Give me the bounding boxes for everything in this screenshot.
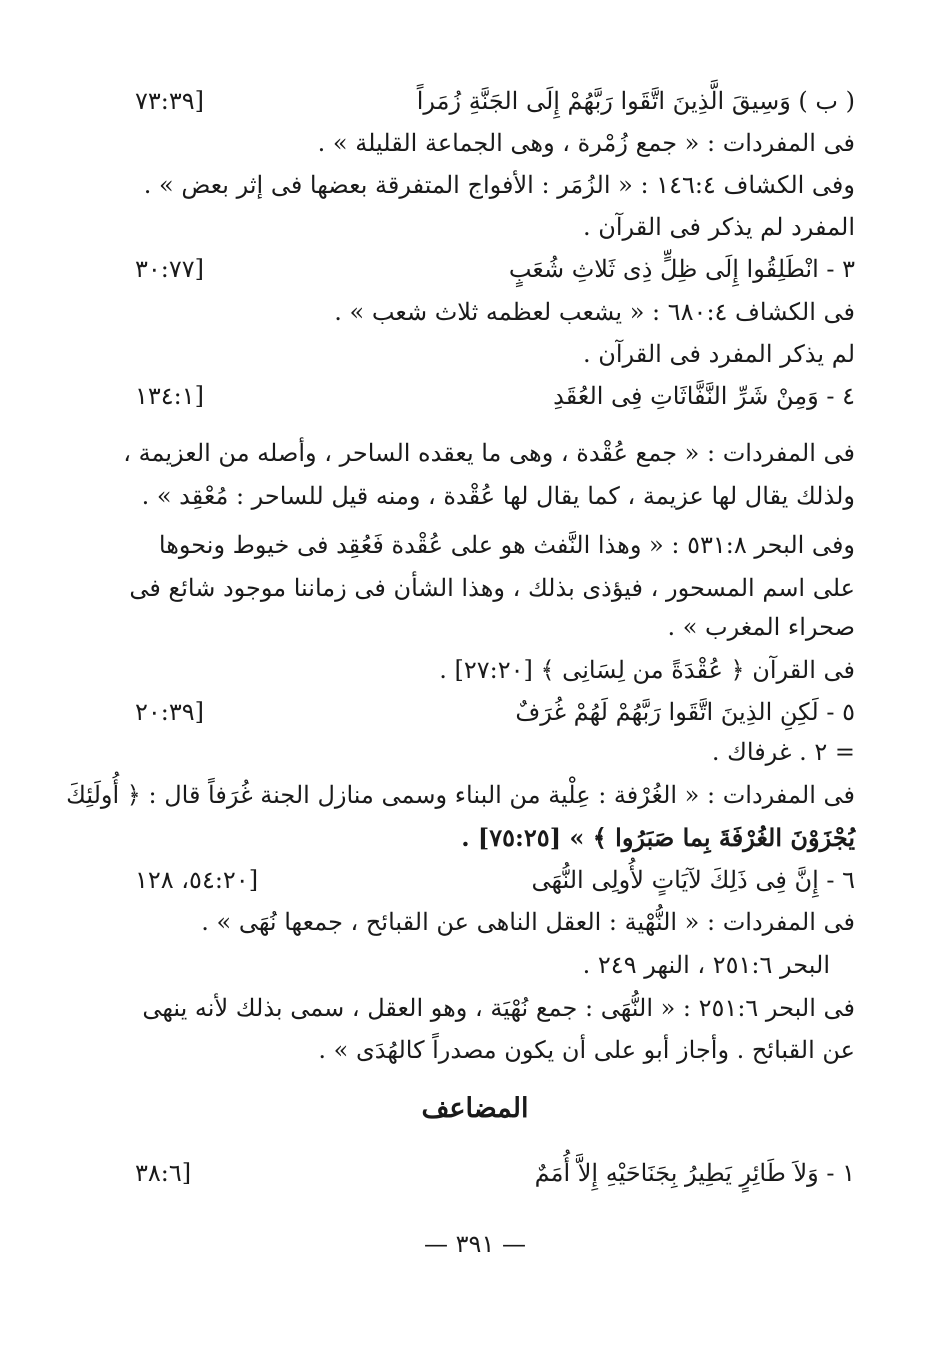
- text-line: وفى الكشاف ١٤٦:٤ : « الزُمَر : الأفواج المتفرقة بعضها فى إثر بعض » .: [143, 171, 855, 199]
- text-line: وفى البحر ٥٣١:٨ : « وهذا النَّفث هو على عُقْدة فَعُقِد فى خيوط ونحوها: [158, 531, 855, 559]
- text-line: عن القبائح . وأجاز أبو على أن يكون مصدراً كالهُدَى » .: [318, 1036, 855, 1064]
- verse-reference: [١٣٤:١: [135, 382, 205, 410]
- text-line: صحراء المغرب » .: [667, 613, 855, 641]
- text-line: ولذلك يقال لها عزيمة ، كما يقال لها عُقْدة ، ومنه قيل للساحر : مُعْقِد » .: [141, 482, 855, 510]
- text-line: لم يذكر المفرد فى القرآن .: [582, 340, 855, 368]
- text-line: فى المفردات : « جمع زُمْرة ، وهى الجماعة القليلة » .: [317, 129, 855, 157]
- text-line: المفرد لم يذكر فى القرآن .: [582, 213, 855, 241]
- text-line: فى البحر ٢٥١:٦ : « النُّهَى : جمع نُهْيَة ، وهو العقل ، سمى بذلك لأنه ينهى: [142, 994, 855, 1022]
- text-line: = ٢ . غرفاك .: [711, 738, 855, 766]
- text-line: فى القرآن ﴿ عُقْدَةً من لِسَانِى ﴾ [٢٧:٢٠] .: [439, 656, 855, 684]
- verse-reference: [٥٤:٢٠، ١٢٨: [135, 866, 259, 894]
- verse-line-b: ( ب ) وَسِيقَ الَّذِينَ اتَّقَوا رَبَّهُمْ إِلَى الجَنَّةِ زُمَراً: [416, 87, 855, 115]
- verse-reference: [٣٨:٦: [135, 1159, 192, 1187]
- text-line: فى المفردات : « النُّهْية : العقل الناهى عن القبائح ، جمعها نُهَى » .: [201, 908, 855, 936]
- text-line: على اسم المسحور ، فيؤذى بذلك ، وهذا الشأن فى زماننا موجود شائع فى: [129, 574, 855, 602]
- text-line: فى المفردات : « جمع عُقْدة ، وهى ما يعقده الساحر ، وأصله من العزيمة ،: [123, 439, 855, 467]
- verse-line-3: ٣ - انْطَلِقُوا إِلَى ظِلٍّ ذِى ثَلاثِ شُعَبٍ: [508, 255, 855, 283]
- text-line: يُجْزَوْنَ الغُرْفَةَ بِما صَبَرُوا ﴾ » [٧٥:٢٥] .: [461, 823, 855, 852]
- text-line: فى المفردات : « الغُرْفة : عِلْية من البناء وسمى منازل الجنة غُرَفاً قال : ﴿ أُولَئِكَ: [66, 781, 855, 809]
- verse-line-6: ٦ - إِنَّ فِى ذَلِكَ لآيَاتٍ لأُولِى النُّهَى: [531, 866, 855, 894]
- verse-line-4: ٤ - وَمِنْ شَرِّ النَّفَّاثَاتِ فِى العُقَدِ: [553, 382, 855, 410]
- text-line: فى الكشاف ٦٨٠:٤ : « يشعب لعظمه ثلاث شعب » .: [334, 298, 855, 326]
- verse-reference: [٢٠:٣٩: [135, 698, 205, 726]
- section-heading: المضاعف: [421, 1093, 529, 1124]
- text-line: البحر ٢٥١:٦ ، النهر ٢٤٩ .: [582, 951, 830, 979]
- page-number: — ٣٩١ —: [424, 1230, 526, 1258]
- verse-line-1: ١ - وَلاَ طَائِرٍ يَطِيرُ بِجَنَاحَيْهِ إِلاَّ أُمَمٌ: [534, 1159, 855, 1187]
- verse-reference: [٣٠:٧٧: [135, 255, 205, 283]
- verse-reference: [٧٣:٣٩: [135, 87, 205, 115]
- verse-line-5: ٥ - لَكِنِ الذِينَ اتَّقَوا رَبَّهُمْ لَهُمْ غُرَفٌ: [515, 698, 855, 726]
